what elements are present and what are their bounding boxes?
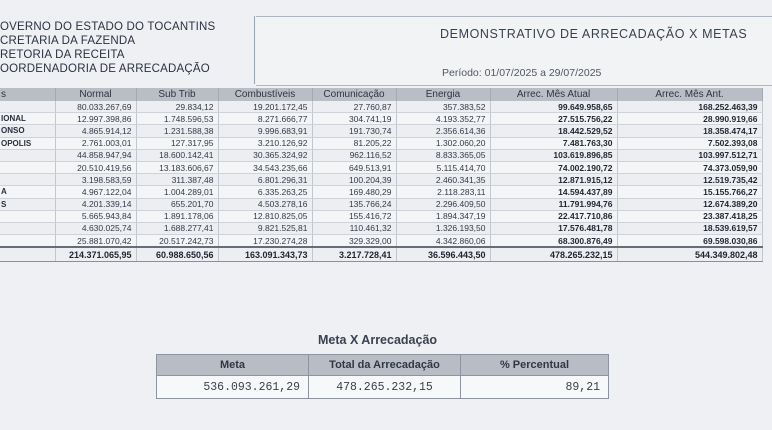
table-cell: 103.619.896,85 [490,149,617,161]
column-header: Energia [396,88,490,101]
table-cell: 100.204,39 [312,174,396,186]
table-cell: 5.665.943,84 [55,210,136,222]
table-cell: 11.791.994,76 [490,198,617,210]
table-cell: 18.358.474,17 [617,125,762,137]
table-row [0,161,762,173]
table-cell: 81.205,22 [312,137,396,149]
table-cell: 12.519.735,42 [617,174,762,186]
total-cell: 163.091.343,73 [218,247,312,262]
table-body [0,101,762,262]
row-label: IONAL [0,113,55,125]
table-cell: 9.996.683,91 [218,125,312,137]
column-header: Arrec. Mês Ant. [617,88,762,101]
meta-header-goal: Meta [157,355,309,376]
meta-table [156,354,609,399]
table-cell: 17.576.481,78 [490,222,617,234]
table-cell: 8.271.666,77 [218,113,312,125]
report-title: DEMONSTRATIVO DE ARRECADAÇÃO X METAS [440,27,748,41]
table-cell: 34.543.235,66 [218,161,312,173]
table-cell: 22.417.710,86 [490,210,617,222]
table-cell: 13.183.606,67 [136,161,218,173]
table-cell: 74.373.059,90 [617,161,762,173]
table-cell: 12.674.389,20 [617,198,762,210]
table-cell: 25.881.070,42 [55,235,136,248]
table-row [0,137,762,149]
table-row [0,186,762,198]
table-cell: 2.296.409,50 [396,198,490,210]
table-cell: 357.383,52 [396,101,490,113]
table-cell: 168.252.463,39 [617,101,762,113]
table-cell: 4.201.339,14 [55,198,136,210]
table-cell: 74.002.190,72 [490,161,617,173]
table-row [0,235,762,248]
table-cell: 12.997.398,86 [55,113,136,125]
row-label [0,161,55,173]
table-cell: 12.871.915,12 [490,174,617,186]
table-cell: 7.481.763,30 [490,137,617,149]
table-row [0,174,762,186]
table-row [0,222,762,234]
table-cell: 1.891.178,06 [136,210,218,222]
table-cell: 1.894.347,19 [396,210,490,222]
table-cell: 191.730,74 [312,125,396,137]
meta-goal-value: 536.093.261,29 [157,376,309,399]
table-cell: 304.741,19 [312,113,396,125]
table-cell: 127.317,95 [136,137,218,149]
table-row [0,125,762,137]
table-cell: 4.630.025,74 [55,222,136,234]
table-cell: 28.990.919,66 [617,113,762,125]
table-row [0,210,762,222]
table-cell: 4.342.860,06 [396,235,490,248]
table-cell: 6.335.263,25 [218,186,312,198]
organization-block [0,20,252,76]
total-cell: 3.217.728,41 [312,247,396,262]
header-divider [254,16,255,84]
table-cell: 103.997.512,71 [617,149,762,161]
total-cell: 36.596.443,50 [396,247,490,262]
row-label: S [0,198,55,210]
table-cell: 4.967.122,04 [55,186,136,198]
table-cell: 1.231.588,38 [136,125,218,137]
table-cell: 69.598.030,86 [617,235,762,248]
meta-header-percent: % Percentual [461,355,609,376]
total-cell: 544.349.802,48 [617,247,762,262]
report-period: Período: 01/07/2025 a 29/07/2025 [442,67,602,79]
table-cell: 1.302.060,20 [396,137,490,149]
org-line: OORDENADORIA DE ARRECADAÇÃO [0,63,210,75]
table-cell: 17.230.274,28 [218,235,312,248]
table-cell: 4.503.278,16 [218,198,312,210]
table-cell: 20.517.242,73 [136,235,218,248]
row-label [0,101,55,113]
table-cell: 7.502.393,08 [617,137,762,149]
row-label: OPOLIS [0,137,55,149]
row-label: A [0,186,55,198]
title-box [256,16,772,86]
org-line: RETORIA DA RECEITA [0,49,125,61]
table-cell: 19.201.172,45 [218,101,312,113]
meta-percent-value: 89,21 [461,376,609,399]
meta-total-value: 478.265.232,15 [309,376,461,399]
column-header: Normal [55,88,136,101]
table-cell: 311.387,48 [136,174,218,186]
report-header [0,14,772,86]
table-row [0,149,762,161]
table-cell: 9.821.525,81 [218,222,312,234]
table-cell: 135.766,24 [312,198,396,210]
table-cell: 655.201,70 [136,198,218,210]
table-cell: 4.193.352,77 [396,113,490,125]
table-cell: 649.513,91 [312,161,396,173]
row-label [0,149,55,161]
row-label [0,174,55,186]
table-cell: 27.760,87 [312,101,396,113]
table-header-row [0,88,762,101]
table-cell: 68.300.876,49 [490,235,617,248]
table-cell: 2.356.614,36 [396,125,490,137]
org-line: OVERNO DO ESTADO DO TOCANTINS [0,21,216,33]
table-cell: 1.004.289,01 [136,186,218,198]
total-cell: 478.265.232,15 [490,247,617,262]
table-cell: 14.594.437,89 [490,186,617,198]
total-row [0,247,762,262]
table-cell: 20.510.419,56 [55,161,136,173]
table-cell: 30.365.324,92 [218,149,312,161]
table-cell: 4.865.914,12 [55,125,136,137]
meta-header-total: Total da Arrecadação [309,355,461,376]
table-cell: 1.688.277,41 [136,222,218,234]
table-cell: 3.198.583,59 [55,174,136,186]
total-cell: 60.988.650,56 [136,247,218,262]
table-cell: 8.833.365,05 [396,149,490,161]
table-cell: 44.858.947,94 [55,149,136,161]
table-cell: 15.155.766,27 [617,186,762,198]
table-cell: 2.118.283,11 [396,186,490,198]
meta-section-title: Meta X Arrecadação [318,333,438,347]
table-cell: 329.329,00 [312,235,396,248]
table-cell: 2.761.003,01 [55,137,136,149]
table-cell: 110.461,32 [312,222,396,234]
table-cell: 18.600.142,41 [136,149,218,161]
column-header: Combustíveis [218,88,312,101]
table-cell: 962.116,52 [312,149,396,161]
column-header: Comunicação [312,88,396,101]
table-cell: 23.387.418,25 [617,210,762,222]
meta-value-row [157,376,609,399]
row-label [0,222,55,234]
table-cell: 12.810.825,05 [218,210,312,222]
table-cell: 2.460.341,35 [396,174,490,186]
row-label [0,235,55,248]
table-cell: 18.442.529,52 [490,125,617,137]
table-cell: 80.033.267,69 [55,101,136,113]
table-row [0,101,762,113]
total-cell: 214.371.065,95 [55,247,136,262]
org-line: CRETARIA DA FAZENDA [0,35,136,47]
table-cell: 18.539.619,57 [617,222,762,234]
table-cell: 1.748.596,53 [136,113,218,125]
table-cell: 6.801.296,31 [218,174,312,186]
table-row [0,113,762,125]
row-label: ONSO [0,125,55,137]
collection-table [0,88,763,262]
column-header: Arrec. Mês Atual [490,88,617,101]
row-label [0,210,55,222]
column-header: Sub Trib [136,88,218,101]
table-cell: 169.480,29 [312,186,396,198]
column-header: s [0,88,55,101]
table-cell: 1.326.193,50 [396,222,490,234]
table-cell: 27.515.756,22 [490,113,617,125]
table-cell: 29.834,12 [136,101,218,113]
table-cell: 99.649.958,65 [490,101,617,113]
table-row [0,198,762,210]
row-label [0,247,55,262]
meta-header-row [157,355,609,376]
table-cell: 155.416,72 [312,210,396,222]
table-cell: 3.210.126,92 [218,137,312,149]
table-cell: 5.115.414,70 [396,161,490,173]
